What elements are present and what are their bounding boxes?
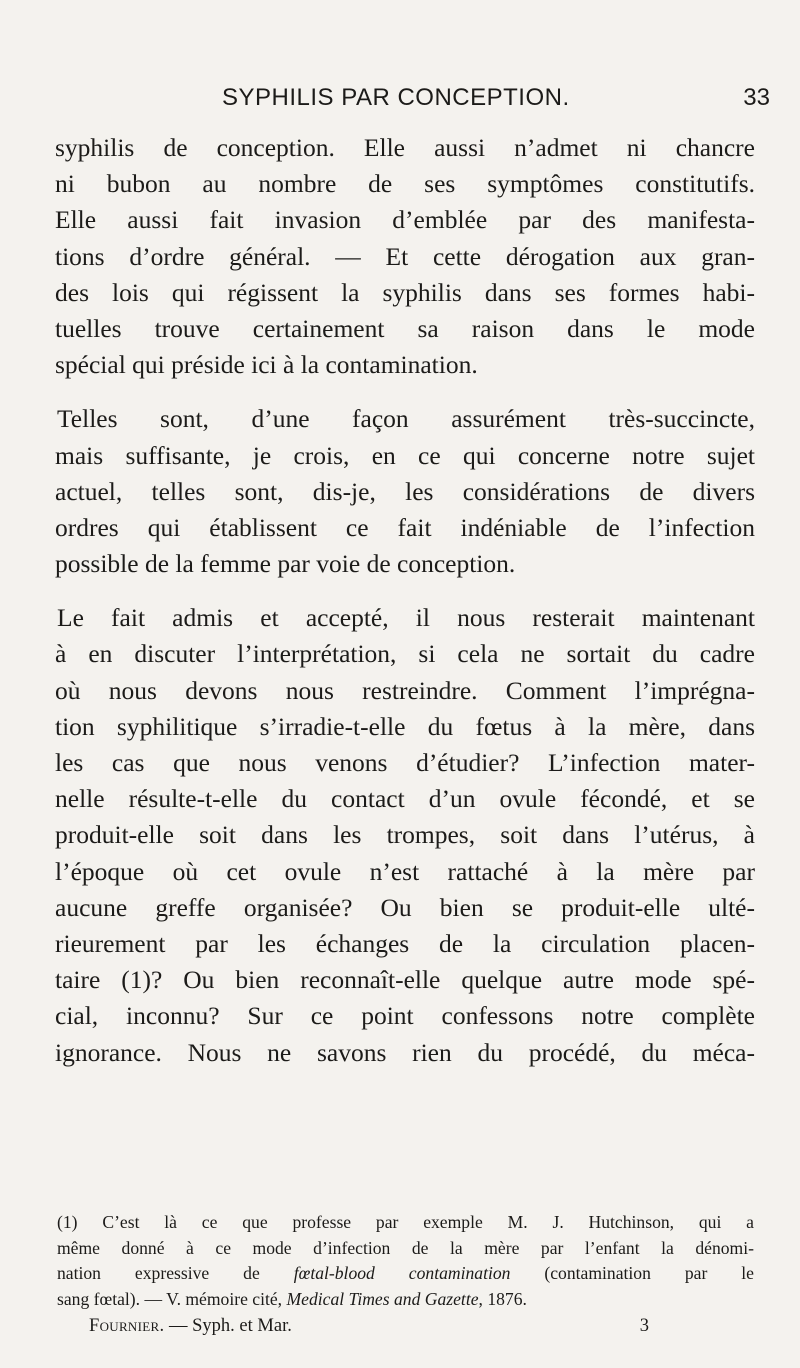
- text-line: possible de la femme par voie de conception.: [55, 549, 516, 579]
- footnote-line: [57, 1261, 754, 1287]
- text-line: nelle résulte-t-elle du contact d’un ovule fécondé, et se: [55, 784, 755, 814]
- paragraph-2: [55, 401, 755, 582]
- paragraph-spacer: [55, 582, 755, 600]
- footnote-italic-term: fœtal-blood contamination: [293, 1263, 511, 1283]
- text-line: tions d’ordre général. — Et cette dérogation aux gran-: [55, 241, 755, 271]
- text-line: tuelles trouve certainement sa raison dans le mode: [55, 313, 755, 343]
- text-line: ni bubon au nombre de ses symptômes constitutifs.: [55, 169, 755, 199]
- footnote-line: (1) C’est là ce que professe par exemple M. J. Hutchinson, qui a: [57, 1212, 754, 1232]
- text-line: produit-elle soit dans les trompes, soit dans l’utérus, à: [55, 820, 755, 850]
- text-line: tion syphilitique s’irradie-t-elle du fœtus à la mère, dans: [55, 711, 755, 741]
- text-line: Elle aussi fait invasion d’emblée par des manifesta-: [55, 205, 755, 235]
- text-line: mais suffisante, je crois, en ce qui concerne notre sujet: [55, 440, 755, 470]
- text-line: des lois qui régissent la syphilis dans ses formes habi-: [55, 277, 755, 307]
- page-number: 33: [743, 84, 770, 111]
- running-head: [222, 84, 770, 124]
- text-line: ignorance. Nous ne savons rien du procédé, du méca-: [55, 1037, 755, 1067]
- footnote-line: [57, 1287, 754, 1313]
- footnote-line: même donné à ce mode d’infection de la mère par l’enfant la dénomi-: [57, 1237, 754, 1258]
- text-line: cial, inconnu? Sur ce point confessons notre complète: [55, 1001, 755, 1031]
- text-line: spécial qui préside ici à la contamination.: [55, 350, 478, 380]
- signature-sheet-number: 3: [639, 1316, 649, 1336]
- text-line: syphilis de conception. Elle aussi n’admet ni chancre: [55, 133, 755, 162]
- text-line: rieurement par les échanges de la circulation placen-: [55, 928, 755, 958]
- text-line: aucune greffe organisée? Ou bien se produit-elle ulté-: [55, 892, 755, 922]
- text-line: à en discuter l’interprétation, si cela ne sortait du cadre: [55, 639, 755, 669]
- printer-signature: [89, 1312, 649, 1340]
- text-line: où nous devons nous restreindre. Comment l’imprégna-: [55, 675, 755, 705]
- footnote: [57, 1210, 754, 1312]
- text-line: Le fait admis et accepté, il nous resterait maintenant: [57, 603, 755, 633]
- footnote-text: (contamination par le: [510, 1263, 754, 1283]
- footnote-journal-title: Medical Times and Gazette: [286, 1288, 479, 1309]
- text-line: ordres qui établissent ce fait indéniable de l’infection: [55, 512, 755, 542]
- body-text: [55, 130, 755, 1071]
- paragraph-3: [55, 600, 755, 1070]
- running-title: SYPHILIS PAR CONCEPTION.: [222, 84, 570, 111]
- paragraph-1: [55, 130, 755, 383]
- text-line: l’époque où cet ovule n’est rattaché à la mère par: [55, 856, 755, 886]
- text-line: taire (1)? Ou bien reconnaît-elle quelque autre mode spé-: [55, 965, 755, 995]
- paragraph-spacer: [55, 383, 755, 401]
- footnote-text: , 1876.: [478, 1288, 527, 1309]
- footnote-text: nation expressive de: [57, 1263, 294, 1283]
- signature-author: Fournier.: [89, 1316, 165, 1336]
- footnote-text: sang fœtal). — V. mémoire cité,: [57, 1288, 287, 1309]
- signature-short-title: — Syph. et Mar.: [164, 1316, 292, 1336]
- text-line: les cas que nous venons d’étudier? L’infection mater-: [55, 748, 755, 777]
- text-line: actuel, telles sont, dis-je, les considérations de divers: [55, 476, 755, 506]
- text-line: Telles sont, d’une façon assurément très-succincte,: [57, 404, 755, 434]
